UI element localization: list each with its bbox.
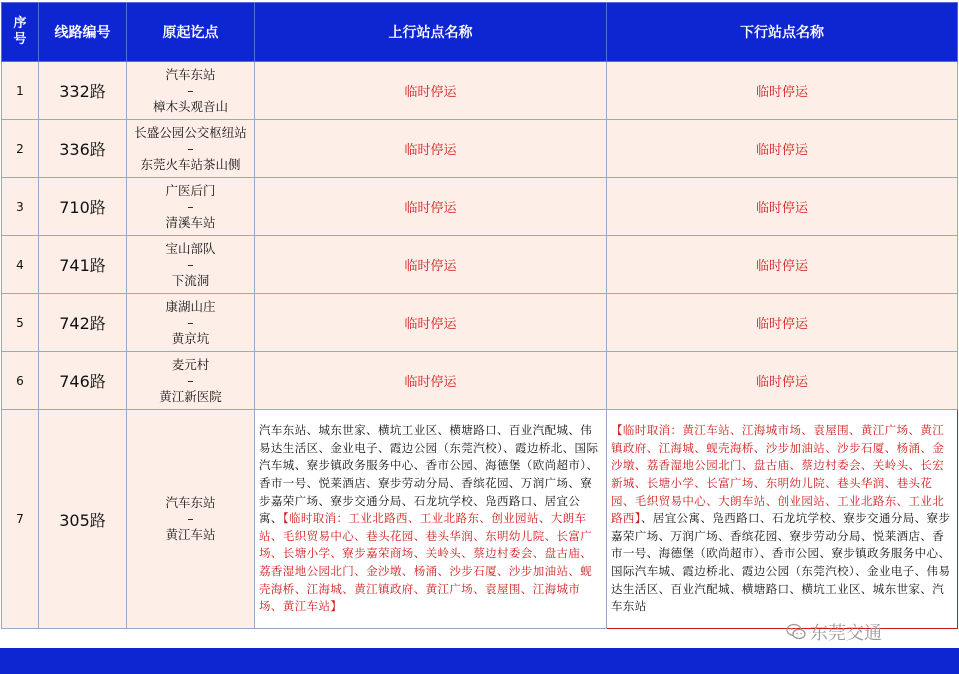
up-stops: 临时停运: [255, 178, 607, 236]
route-to: 下流洞: [171, 272, 210, 288]
route-endpoints: [127, 178, 255, 236]
route-from: 广医后门: [165, 182, 216, 198]
route-endpoints: [127, 410, 255, 629]
header-index: 序号: [2, 3, 39, 62]
up-stops: 临时停运: [255, 352, 607, 410]
up-stops-normal: 汽车东站、城东世家、横坑工业区、横塘路口、百业汽配城、伟易达生活区、金业电子、霞边公园（东莞汽校）、霞边桥北、国际汽车城、寮步镇政务服务中心、香市公园、海德堡（欧尚超市）、香市一号、悦莱酒店、寮步劳动分局、香缤花园、万润广场、寮步嘉荣广场、寮步交通分局、石龙坑学校、凫西路口、居宜公寓、: [259, 423, 599, 526]
header-origin: 原起讫点: [127, 3, 255, 62]
up-stops: 临时停运: [255, 294, 607, 352]
wechat-icon: [786, 623, 806, 641]
table-row: [2, 62, 958, 120]
route-sep: –: [187, 140, 194, 156]
route-number: 742路: [39, 294, 127, 352]
down-stops: 临时停运: [607, 178, 958, 236]
table-row: [2, 352, 958, 410]
route-from: 康湖山庄: [165, 298, 216, 314]
row-index: 3: [2, 178, 39, 236]
up-stops-list: [255, 410, 607, 629]
table-row: [2, 294, 958, 352]
route-from: 长盛公园公交枢纽站: [134, 124, 247, 140]
row-index: 4: [2, 236, 39, 294]
header-down-stops: 下行站点名称: [607, 3, 958, 62]
down-stops-normal: 、居宜公寓、凫西路口、石龙坑学校、寮步交通分局、寮步嘉荣广场、万润广场、香缤花园、寮步劳动分局、悦莱酒店、香市一号、海德堡（欧尚超市）、香市公园、寮步镇政务服务中心、国际汽车城、霞边桥北、霞边公园（东莞汽校）、金业电子、伟易达生活区、百业汽配城、横塘路口、横坑工业区、城东世家、汽车东站: [611, 511, 951, 614]
route-to: 黄江新医院: [159, 388, 222, 404]
route-table-container: [1, 2, 957, 629]
row-index: 7: [2, 410, 39, 629]
route-sep: –: [187, 198, 194, 214]
route-sep: –: [187, 372, 194, 388]
route-from: 麦元村: [171, 356, 210, 372]
route-to: 黄京坑: [171, 330, 210, 346]
row-index: 5: [2, 294, 39, 352]
table-row: [2, 236, 958, 294]
footer-bar: [0, 648, 959, 674]
up-stops: 临时停运: [255, 62, 607, 120]
down-stops-cancelled: 【临时取消：黄江车站、江海城市场、袁屋围、黄江广场、黄江镇政府、江海城、蚬壳海桥、沙步加油站、沙步石厦、杨涌、金沙墩、荔香湿地公园北门、盘古庙、蔡边村委会、关岭头、长宏新城、长塘小学、长富广场、东明幼儿院、巷头华润、巷头花园、毛织贸易中心、大朗车站、创业园站、工业北路东、工业北路西】: [611, 423, 945, 526]
route-sep: –: [187, 82, 194, 98]
route-endpoints: [127, 120, 255, 178]
row-index: 1: [2, 62, 39, 120]
route-number: 332路: [39, 62, 127, 120]
route-sep: –: [187, 314, 194, 330]
route-number: 741路: [39, 236, 127, 294]
route-sep: –: [187, 511, 194, 526]
down-stops: 临时停运: [607, 62, 958, 120]
row-index: 2: [2, 120, 39, 178]
route-number: 305路: [39, 410, 127, 629]
header-up-stops: 上行站点名称: [255, 3, 607, 62]
route-from: 汽车东站: [165, 66, 216, 82]
route-to: 樟木头观音山: [152, 98, 228, 114]
route-to: 东莞火车站茶山侧: [140, 156, 241, 172]
header-row: [2, 3, 958, 62]
watermark-text: 东莞交通: [810, 623, 882, 644]
route-endpoints: [127, 236, 255, 294]
route-endpoints: [127, 62, 255, 120]
route-number: 746路: [39, 352, 127, 410]
route-table: [1, 2, 958, 629]
up-stops-cancelled: 【临时取消：工业北路西、工业北路东、创业园站、大朗车站、毛织贸易中心、巷头花园、巷头华润、东明幼儿院、长富广场、长塘小学、寮步嘉荣商场、关岭头、蔡边村委会、盘古庙、荔香湿地公园北门、金沙墩、杨涌、沙步石厦、沙步加油站、蚬壳海桥、江海城、黄江镇政府、黄江广场、袁屋围、江海城市场、黄江车站】: [259, 511, 593, 614]
down-stops: 临时停运: [607, 120, 958, 178]
route-endpoints: [127, 294, 255, 352]
row-index: 6: [2, 352, 39, 410]
route-to: 清溪车站: [165, 214, 216, 230]
down-stops: 临时停运: [607, 352, 958, 410]
up-stops: 临时停运: [255, 120, 607, 178]
down-stops: 临时停运: [607, 236, 958, 294]
route-number: 710路: [39, 178, 127, 236]
route-from: 宝山部队: [165, 240, 216, 256]
up-stops: 临时停运: [255, 236, 607, 294]
table-row: [2, 178, 958, 236]
route-number: 336路: [39, 120, 127, 178]
table-row: [2, 410, 958, 629]
table-row: [2, 120, 958, 178]
down-stops-list: [607, 410, 958, 629]
route-endpoints: [127, 352, 255, 410]
header-line: 线路编号: [39, 3, 127, 62]
down-stops: 临时停运: [607, 294, 958, 352]
route-sep: –: [187, 256, 194, 272]
route-from: 汽车东站: [165, 495, 216, 510]
route-to: 黄江车站: [165, 527, 216, 542]
